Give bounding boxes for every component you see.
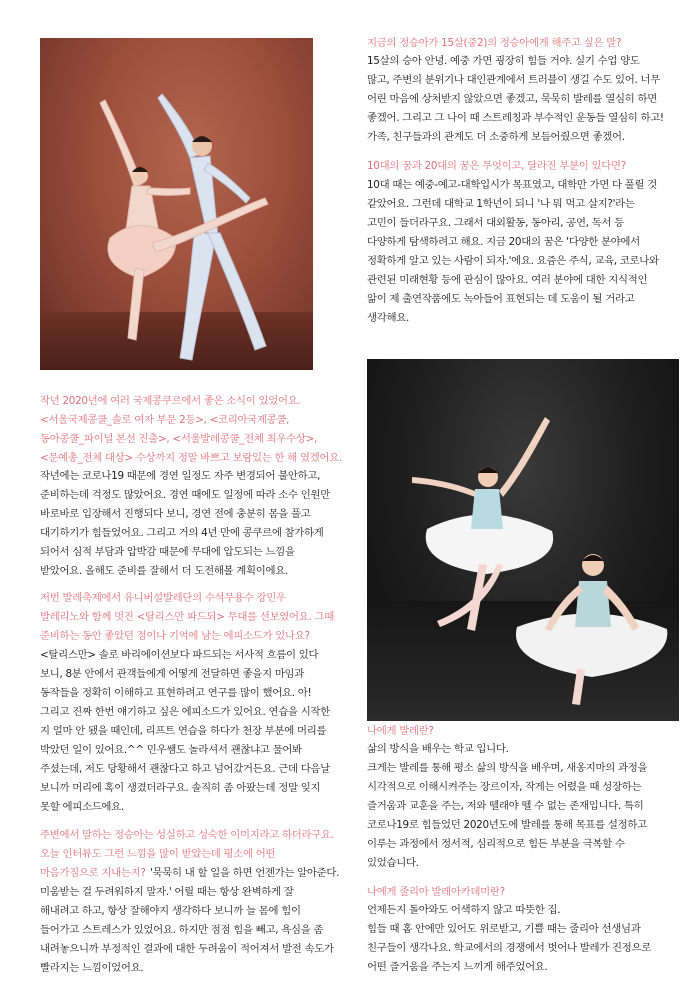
question-talisman: 저번 발레축제에서 유니버설발레단의 수석무용수 강민우 발레리노와 함께 멋진 <탈리스만 파드되> 무대를 선보였어요. 그때 준비하는 동안 좋았던 점이나 기억에 남는 에피소드가 있나요? [40, 592, 335, 642]
answer-dreams: 10대 때는 예중-예고-대학입시가 목표였고, 대학만 가면 다 풀릴 것 같았어요. 그런데 대학교 1학년이 되니 '나 뭐 먹고 살지?'라는 고민이 들더라구요. 그래서 대외활동, 동아리, 공연, 독서 등 다양하게 탐색하려고 해요. 지금 20대의 꿈은 '다양한 분야에서 정확하게 알고 있는 사람이 되자.'에요. 요즘은 주식, 교육, 코로나와 관련된 미래현황 등에 관심이 많아요. 여러 분야에 대한 지식적인 앎이 제 출연작품에도 녹아들어 표현되는 데 도움이 될 거라고 생각해요. [367, 179, 659, 324]
question-2020-competitions: 작년 2020년에 여러 국제콩쿠르에서 좋은 소식이 있었어요. <서울국제콩쿨_솔로 여자 부문 2등>, <코리아국제콩쿨, 동아콩쿨_파이널 본선 진출>, <서울발레콩쿨_전체 최우수상>, <문예총_전체 대상> 수상까지 정말 바쁘고 보람있는 한 해 였겠어요. [40, 395, 342, 464]
answer-2020-competitions: 작년에는 코로나19 때문에 경연 일정도 자주 변경되어 불안하고, 준비하는데 걱정도 많았어요. 경연 때에도 일정에 따라 소수 인원만 바로바로 입장해서 진행되다 보니, 경연 전에 충분히 몸을 풀고 대기하기가 힘들었어요. 그리고 거의 4년 만에 콩쿠르에 참가하게 되어서 심적 부담과 압박감 때문에 무대에 압도되는 느낌을 받았어요. 올해도 준비를 잘해서 더 도전해볼 계획이에요. [40, 470, 330, 577]
ballet-pas-de-deux-photo [40, 38, 313, 370]
answer-mindset: 미움받는 걸 두려워하지 말자.' 어릴 때는 항상 완벽하게 잘 해내려고 하고, 항상 잘해야지 생각하다 보니까 늘 몸에 힘이 들어가고 스트레스가 있었어요. 하지만 점점 힘을 빼고, 욕심을 좀 내려놓으니까 부정적인 결과에 대한 두려움이 적어져서 발전 속도가 빨라지는 느낌이었어요. [40, 886, 334, 974]
answer-mindset-inline: '묵묵히 내 할 일을 하면 언젠가는 알아준다. [150, 867, 340, 879]
answer-ballet-meaning: 삶의 방식을 배우는 학교 입니다. 크게는 발레를 통해 평소 삶의 방식을 배우며, 새옹지마의 과정을 시각적으로 이해시켜주는 장르이자, 작게는 어렸을 때 성장하는 즐거움과 교훈을 주는, 저와 뗄래야 뗄 수 없는 존재입니다. 특히 코로나19로 힘들었던 2020년도에 발레를 통해 목표를 설정하고 이루는 과정에서 정서적, 심리적으로 힘든 부분을 극복할 수 있었습니다. [367, 743, 648, 869]
question-ballet-meaning: 나에게 발레란? [367, 725, 434, 737]
two-ballerinas-photo [367, 359, 679, 721]
question-julia-academy: 나에게 줄리아 발레아카데미란? [367, 886, 505, 898]
question-mindset: 주변에서 말하는 정승아는 성실하고 성숙한 이미지라고 하더라구요. 오늘 인터뷰도 그런 느낌을 많이 받았는데 평소에 어떤 마음가짐으로 지내는지? [40, 829, 334, 879]
dancers-illustration [40, 38, 313, 370]
question-to-15-year-old: 지금의 정승아가 15살(중2)의 정승아에게 해주고 싶은 말? [367, 37, 622, 49]
ballerinas-illustration [367, 359, 679, 721]
answer-talisman: <탈리스만> 솔로 바리에이션보다 파드되는 서사적 흐름이 있다 보니, 8분 안에서 관객들에게 어떻게 전달하면 좋을지 마임과 동작들을 정확히 이해하고 표현하려고 연구를 많이 했어요. 아! 그리고 진짜 한번 얘기하고 싶은 에피소드가 있어요. 연습을 시작한 지 얼마 안 됐을 때인데, 리프트 연습을 하다가 천장 부분에 머리를 박았던 일이 있어요.^^ 민우쌤도 놀라셔서 괜찮냐고 물어봐 주셨는데, 저도 당황해서 괜찮다고 하고 넘어갔거든요. 근데 다음날 보니까 머리에 혹이 생겼더라구요. 솔직히 좀 아팠는데 정말 잊지 못할 에피소드에요. [40, 649, 330, 813]
question-dreams: 10대의 꿈과 20대의 꿈은 무엇이고, 달라진 부분이 있다면? [367, 160, 626, 172]
answer-julia-academy: 언제든지 돌아와도 어색하지 않고 따뜻한 집. 힘들 때 홈 안에만 있어도 위로받고, 기쁠 때는 줄리아 선생님과 친구들이 생각나요. 학교에서의 경쟁에서 벗어나 발레가 진정으로 어떤 즐거움을 주는지 느끼게 해주었어요. [367, 904, 651, 973]
answer-to-15-year-old: 15살의 승아 안녕. 예중 가면 굉장히 힘들 거야. 실기 수업 양도 많고, 주변의 분위기나 대인관계에서 트러블이 생길 수도 있어. 너무 어린 마음에 상처받지 않았으면 좋겠고, 묵묵히 발레를 열심히 하면 좋겠어. 그리고 그 나이 때 스트레칭과 부수적인 운동들 열심히 하고! 가족, 친구들과의 관계도 더 소중하게 보듬어줬으면 좋겠어. [367, 55, 664, 143]
